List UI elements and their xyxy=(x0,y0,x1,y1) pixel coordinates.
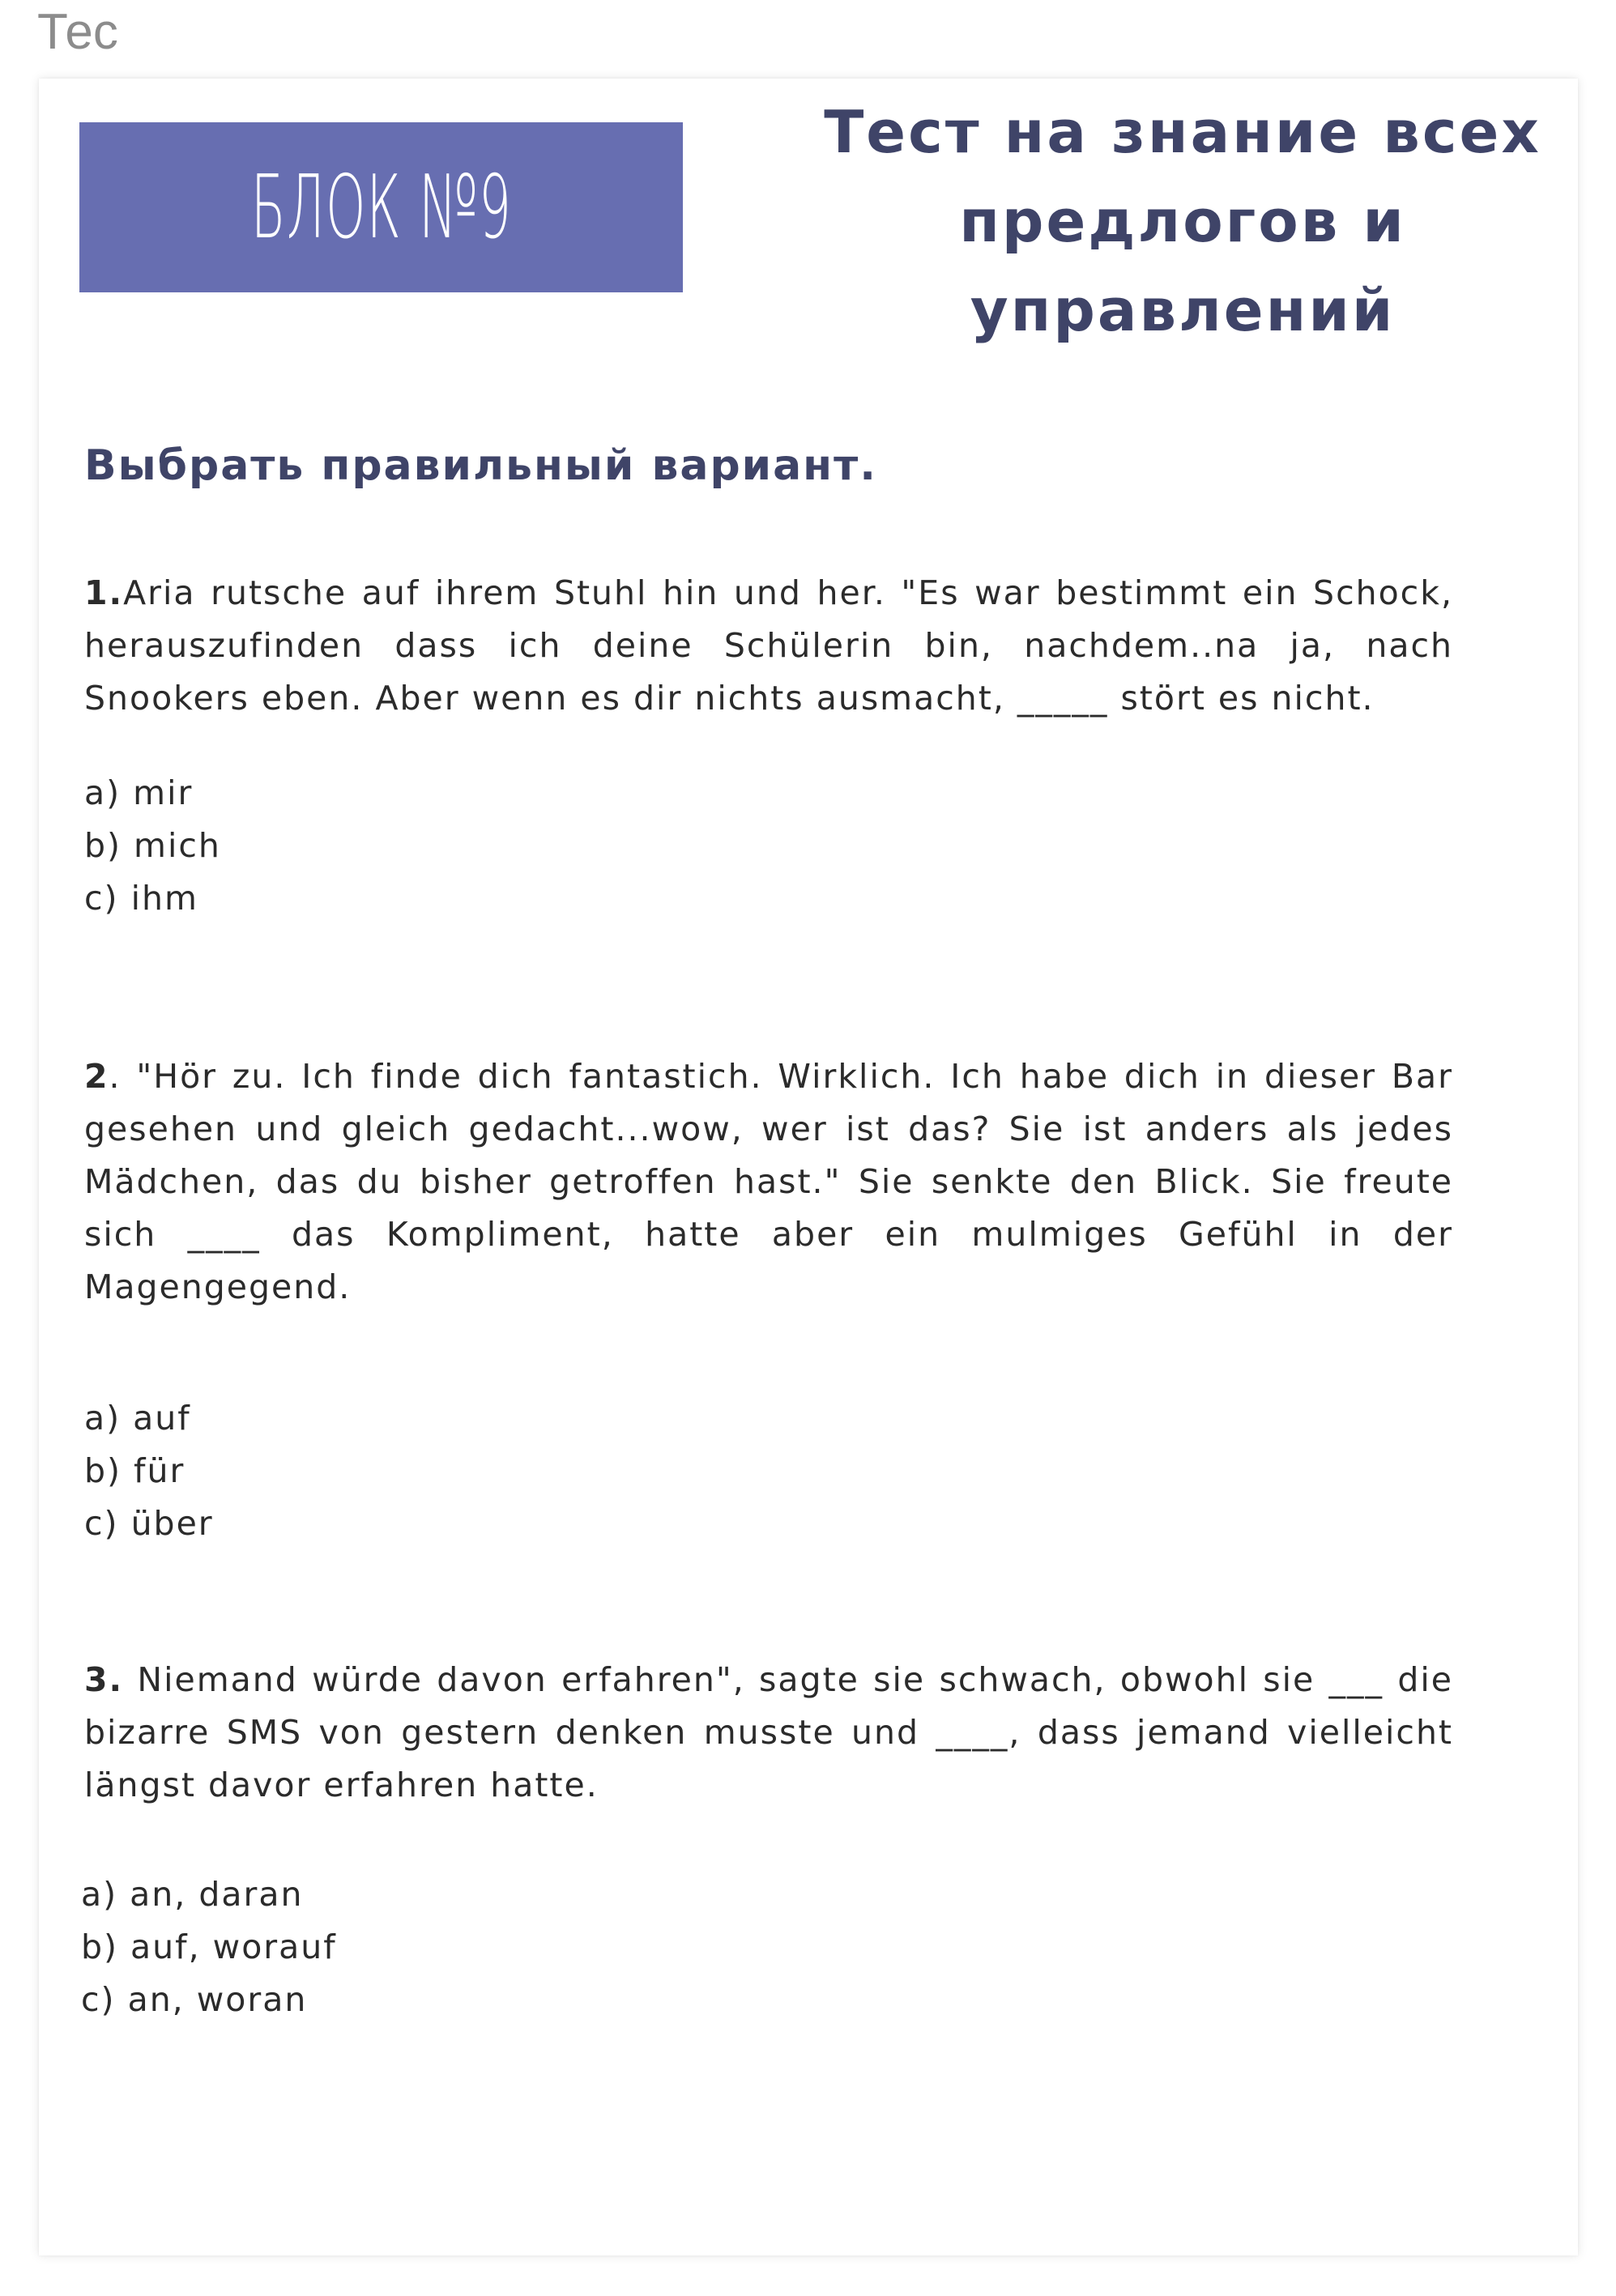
question-number: 2 xyxy=(84,1057,109,1096)
question-1 xyxy=(84,567,1453,725)
question-text: . "Hör zu. Ich finde dich fantastich. Wirklich. Ich habe dich in dieser Bar gesehen und gleich gedacht...wow, wer ist das? Sie ist anders als jedes Mädchen, das du bisher getroffen hast." Sie senkte den Blick. Sie freute sich ____ das Kompliment, hatte aber ein mulmiges Gefühl in der Magengegend. xyxy=(84,1057,1453,1306)
question-number: 1. xyxy=(84,573,124,612)
block-banner xyxy=(79,122,683,292)
document-title-fragment: Тес xyxy=(37,4,118,60)
option-c: c) an, woran xyxy=(81,1980,308,2019)
option-b: b) mich xyxy=(84,826,221,865)
question-text: Niemand würde davon erfahren", sagte sie schwach, obwohl sie ___ die bizarre SMS von gestern denken musste und ____, dass jemand vielleicht längst davor erfahren hatte. xyxy=(84,1660,1453,1804)
option-c: c) ihm xyxy=(84,879,198,918)
question-2-options xyxy=(84,1392,214,1550)
option-c: c) über xyxy=(84,1504,214,1543)
instruction-text: Выбрать правильный вариант. xyxy=(84,441,878,490)
question-number: 3. xyxy=(84,1660,124,1699)
page-title: Тест на знание всех предлогов и управлений xyxy=(824,98,1541,344)
question-1-options xyxy=(84,767,221,925)
option-a: a) auf xyxy=(84,1399,191,1438)
question-3 xyxy=(84,1654,1453,1812)
option-a: a) mir xyxy=(84,773,194,812)
block-banner-label: БЛОК №9 xyxy=(250,156,512,258)
question-2 xyxy=(84,1050,1453,1314)
question-3-options xyxy=(81,1868,337,2026)
option-b: b) auf, worauf xyxy=(81,1928,337,1966)
option-a: a) an, daran xyxy=(81,1875,304,1914)
option-b: b) für xyxy=(84,1451,185,1490)
question-text: Aria rutsche auf ihrem Stuhl hin und her. "Es war bestimmt ein Schock, herauszufinden dass ich deine Schülerin bin, nachdem..na ja, nach Snookers eben. Aber wenn es dir nichts ausmacht, _____ stört es nicht. xyxy=(84,573,1453,718)
